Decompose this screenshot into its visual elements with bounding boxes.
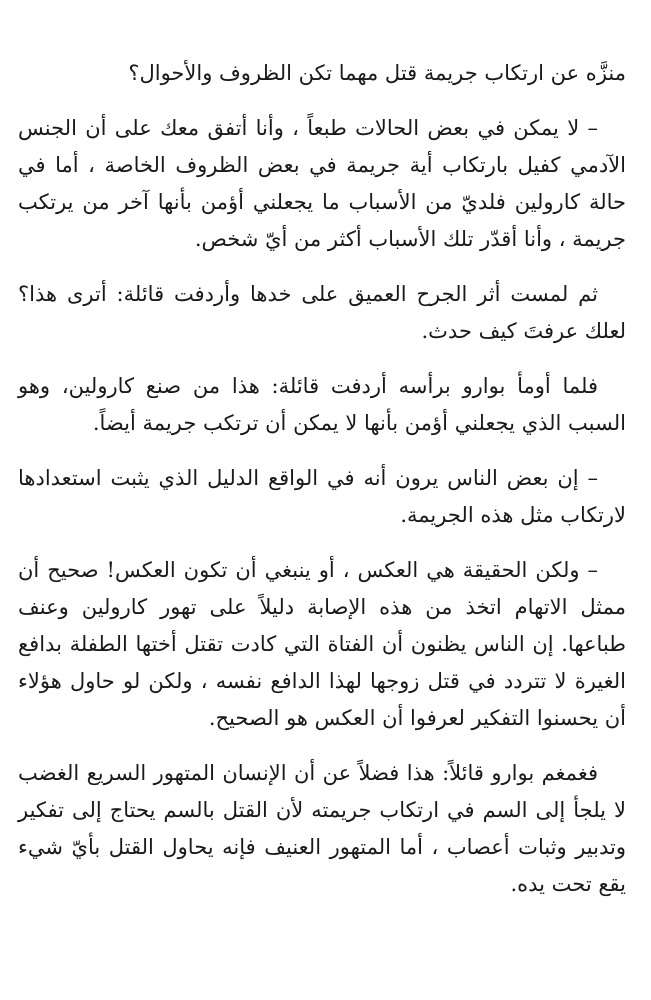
paragraph-continuation: منزَّه عن ارتكاب جريمة قتل مهما تكن الظروف والأحوال؟ bbox=[128, 61, 626, 85]
paragraph-dialogue-2: – إن بعض الناس يرون أنه في الواقع الدليل الذي يثبت استعدادها لارتكاب مثل هذه الجريمة. bbox=[18, 466, 626, 527]
paragraph-poirot-murmur: فغمغم بوارو قائلاً: هذا فضلاً عن أن الإنسان المتهور السريع الغضب لا يلجأ إلى السم في ارتكاب جريمته لأن القتل بالسم يحتاج إلى تفكير وتدبير وثبات أعصاب ، أما المتهور العنيف فإنه يحاول القتل بأيّ شيء يقع تحت يده. bbox=[18, 761, 626, 896]
book-page-text bbox=[18, 55, 626, 921]
paragraph-poirot-nod: فلما أومأ بوارو برأسه أردفت قائلة: هذا من صنع كارولين، وهو السبب الذي يجعلني أؤمن بأنها لا يمكن أن ترتكب جريمة أيضاً. bbox=[18, 374, 626, 435]
paragraph-dialogue-1: – لا يمكن في بعض الحالات طبعاً ، وأنا أتفق معك على أن الجنس الآدمي كفيل بارتكاب أية جريمة في بعض الظروف الخاصة ، أما في حالة كارولين فلديّ من الأسباب ما يجعلني أؤمن بأنها آخر من يرتكب جريمة ، وأنا أقدّر تلك الأسباب أكثر من أيّ شخص. bbox=[18, 116, 626, 251]
paragraph-dialogue-3: – ولكن الحقيقة هي العكس ، أو ينبغي أن تكون العكس! صحيح أن ممثل الاتهام اتخذ من هذه الإصابة دليلاً على تهور كارولين وعنف طباعها. إن الناس يظنون أن الفتاة التي كادت تقتل أختها الطفلة بدافع الغيرة لا تتردد في قتل زوجها لهذا الدافع نفسه ، ولكن لو حاول هؤلاء أن يحسنوا التفكير لعرفوا أن العكس هو الصحيح. bbox=[18, 558, 626, 730]
paragraph-scar: ثم لمست أثر الجرح العميق على خدها وأردفت قائلة: أترى هذا؟ لعلك عرفتَ كيف حدث. bbox=[18, 282, 626, 343]
